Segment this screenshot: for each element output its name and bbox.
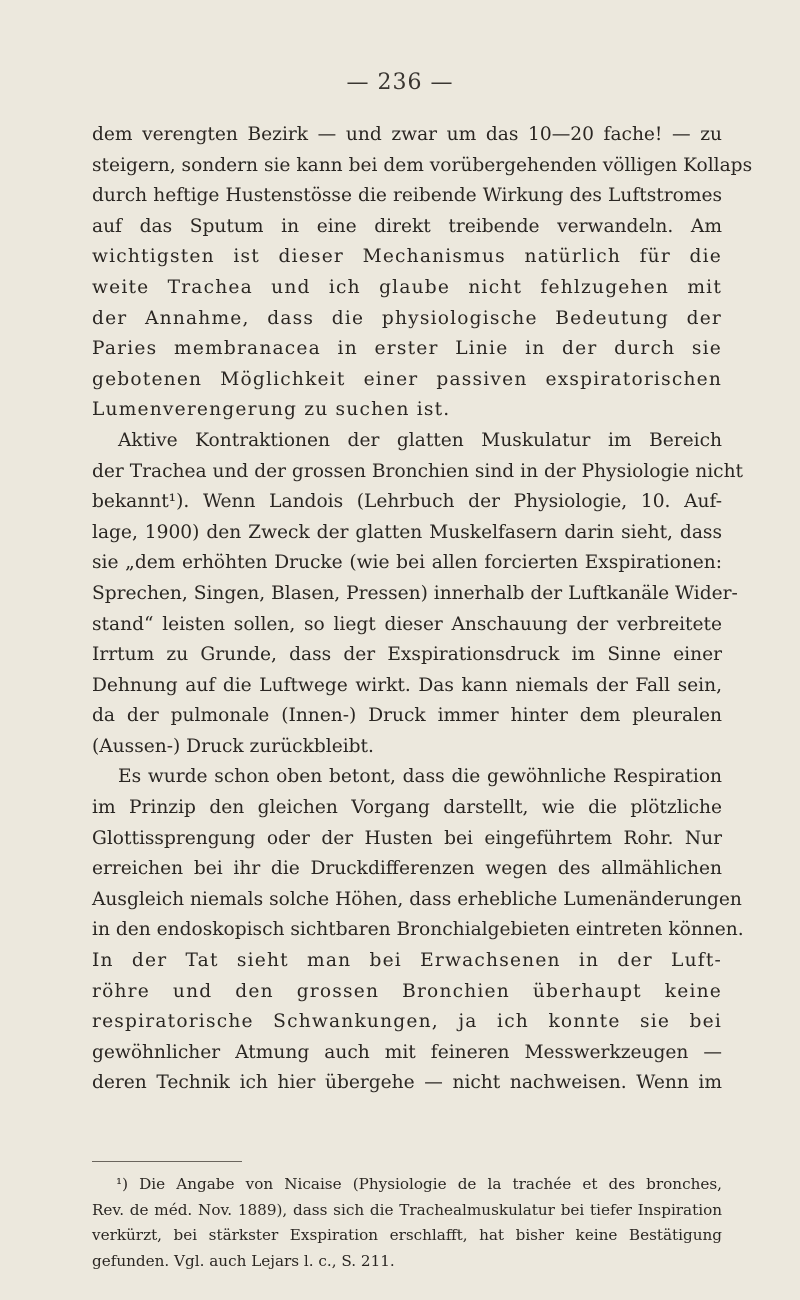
- body-text: [92, 120, 753, 1099]
- text-line: auf das Sputum in eine direkt treibende verwandeln. Am: [92, 215, 722, 237]
- text-line: steigern, sondern sie kann bei dem vorübergehenden völligen Kollaps: [92, 154, 753, 176]
- text-line: im Prinzip den gleichen Vorgang darstellt, wie die plötzliche: [92, 797, 722, 819]
- text-line: Glottissprengung oder der Husten bei eingeführtem Rohr. Nur: [92, 827, 722, 849]
- text-line: sie „dem erhöhten Drucke (wie bei allen forcierten Exspirationen:: [92, 552, 722, 574]
- text-line: in den endoskopisch sichtbaren Bronchialgebieten eintreten können.: [92, 919, 744, 941]
- paragraph-start-line: Es wurde schon oben betont, dass die gewöhnliche Respiration: [118, 766, 722, 788]
- text-line: deren Technik ich hier übergehe — nicht nachweisen. Wenn im: [92, 1072, 722, 1094]
- text-line: Sprechen, Singen, Blasen, Pressen) innerhalb der Luftkanäle Wider-: [92, 582, 738, 604]
- text-line: dem verengten Bezirk — und zwar um das 10—20 fache! — zu: [92, 124, 722, 145]
- footnote-line: gefunden. Vgl. auch Lejars l. c., S. 211.: [92, 1251, 395, 1270]
- text-line: In der Tat sieht man bei Erwachsenen in der Luft-: [92, 950, 722, 972]
- text-line: Dehnung auf die Luftwege wirkt. Das kann niemals der Fall sein,: [92, 674, 722, 696]
- footnotes: [92, 1172, 722, 1274]
- page-number: — 236 —: [346, 70, 454, 95]
- text-line: wichtigsten ist dieser Mechanismus natürlich für die: [92, 246, 722, 268]
- text-line: lage, 1900) den Zweck der glatten Muskelfasern darin sieht, dass: [92, 521, 722, 543]
- text-line: der Trachea und der grossen Bronchien sind in der Physiologie nicht: [92, 460, 744, 482]
- footnote-line: verkürzt, bei stärkster Exspiration erschlafft, hat bisher keine Bestätigung: [92, 1226, 722, 1244]
- text-line: weite Trachea und ich glaube nicht fehlzugehen mit: [92, 276, 722, 298]
- text-line: Lumenverengerung zu suchen ist.: [92, 399, 451, 421]
- paragraph-start-line: Aktive Kontraktionen der glatten Muskulatur im Bereich: [118, 429, 722, 451]
- text-line: erreichen bei ihr die Druckdifferenzen wegen des allmählichen: [92, 858, 722, 880]
- text-line: respiratorische Schwankungen, ja ich konnte sie bei: [92, 1011, 722, 1033]
- text-line: gewöhnlicher Atmung auch mit feineren Messwerkzeugen —: [92, 1041, 722, 1063]
- text-line: da der pulmonale (Innen-) Druck immer hinter dem pleuralen: [92, 705, 722, 727]
- text-line: der Annahme, dass die physiologische Bedeutung der: [92, 307, 722, 329]
- text-line: (Aussen-) Druck zurückbleibt.: [92, 735, 374, 757]
- footnote-line: ¹) Die Angabe von Nicaise (Physiologie de la trachée et des bronches,: [116, 1175, 722, 1193]
- footnote-divider: [92, 1161, 242, 1162]
- text-line: durch heftige Hustenstösse die reibende Wirkung des Luftstromes: [92, 185, 722, 207]
- text-line: Paries membranacea in erster Linie in der durch sie: [92, 338, 722, 360]
- text-line: gebotenen Möglichkeit einer passiven exspiratorischen: [92, 368, 722, 390]
- footnote-line: Rev. de méd. Nov. 1889), dass sich die Trachealmuskulatur bei tiefer Inspiration: [92, 1200, 722, 1219]
- text-line: stand“ leisten sollen, so liegt dieser Anschauung der verbreitete: [92, 613, 722, 635]
- text-line: bekannt¹). Wenn Landois (Lehrbuch der Physiologie, 10. Auf-: [92, 491, 722, 513]
- text-line: röhre und den grossen Bronchien überhaupt keine: [92, 980, 722, 1002]
- text-line: Irrtum zu Grunde, dass der Exspirationsdruck im Sinne einer: [92, 644, 722, 666]
- text-line: Ausgleich niemals solche Höhen, dass erhebliche Lumenänderungen: [92, 888, 742, 910]
